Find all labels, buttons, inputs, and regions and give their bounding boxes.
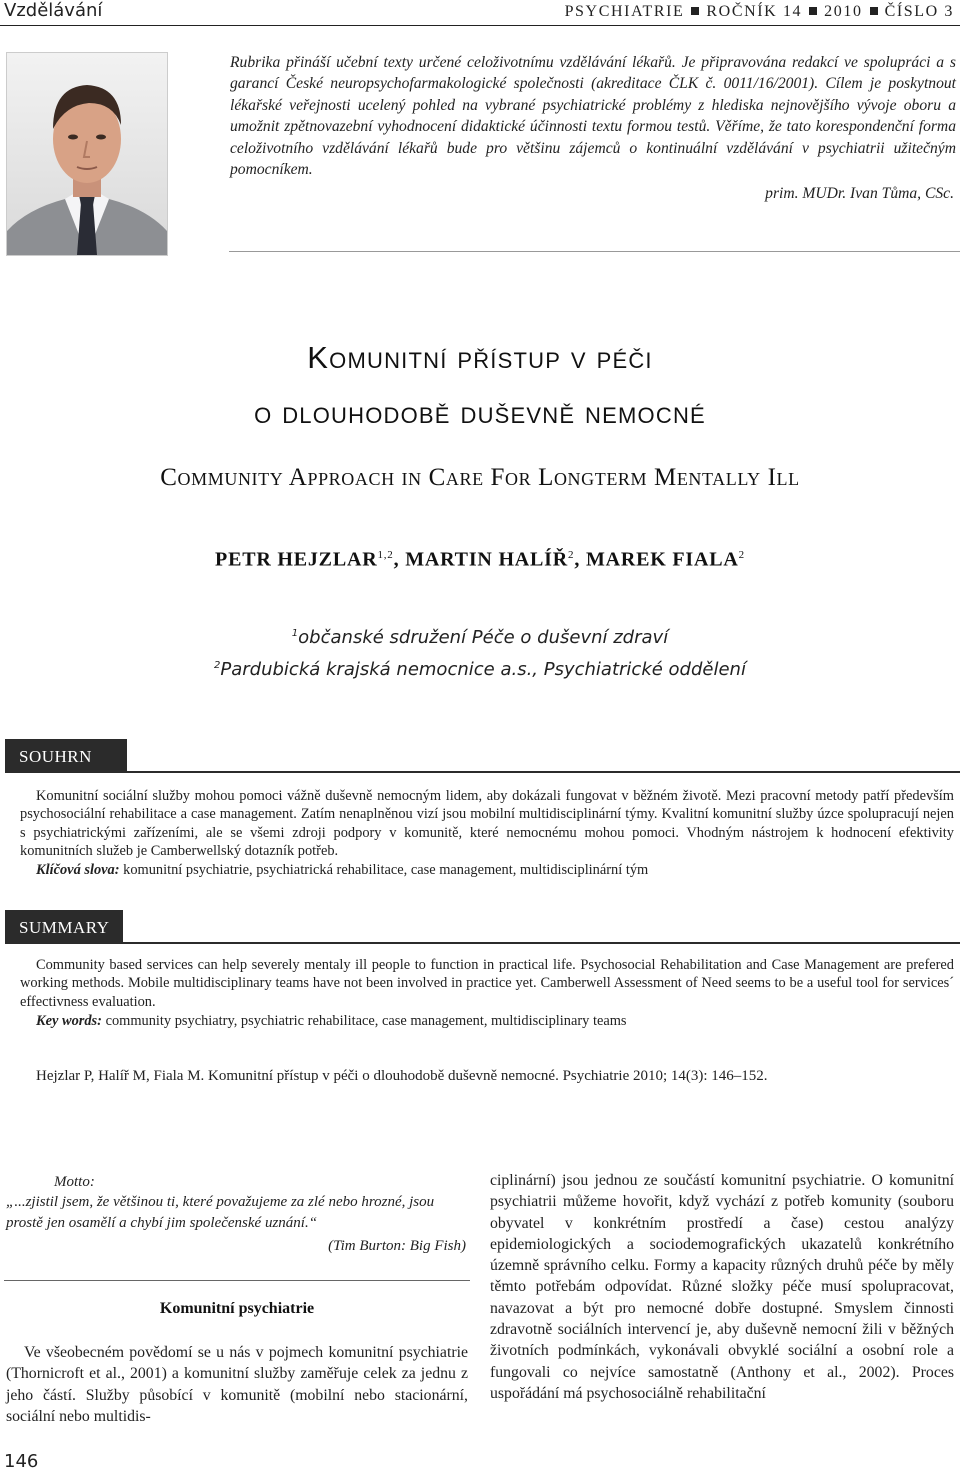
author-affiliation-marker: 2 [738,549,745,561]
author-list [0,540,960,575]
motto-quote: „...zjistil jsem, že většinou ti, které považujeme za zlé nebo hrozné, jsou prostě jen osamělí a chybí jim společenské uznání.“ [6,1194,435,1231]
section-label: Vzdělávání [4,0,103,21]
journal-year: 2010 [824,3,863,20]
keywords-value: komunitní psychiatrie, psychiatrická rehabilitace, case management, multidisciplinární tým [123,862,649,878]
affiliation-text: občanské sdružení Péče o duševní zdraví [298,627,669,648]
affiliation-list [0,620,960,684]
affiliation-item [0,620,960,652]
body-column-left [6,1342,468,1427]
author-separator: , [574,548,586,571]
motto-source: (Tim Burton: Big Fish) [328,1238,466,1254]
journal-issue: ČÍSLO 3 [884,3,954,20]
intro-divider [229,251,960,252]
editor-signature: prim. MUDr. Ivan Tůma, CSc. [765,185,954,202]
author-affiliation-marker: 1,2 [377,549,394,561]
editor-portrait-photo [6,52,168,256]
body-paragraph: Ve všeobecném povědomí se u nás v pojmech komunitní psychiatrie (Thornicroft et al., 2001) a komunitní služby zaměřuje celek za jednu z jeho částí. Služby působící v komunitě (mobilní nebo stacionární, sociální nebo multidis- [6,1344,468,1425]
journal-info [565,2,954,22]
article-title-english: Community Approach in Care For Longterm Mentally Ill [160,464,800,491]
author-name: PETR HEJZLAR [215,548,378,571]
separator-square-icon [870,7,878,15]
header-rule [0,25,960,26]
souhrn-label: SOUHRN [5,739,127,773]
editor-intro-text: Rubrika přináší učební texty určené celoživotnímu vzdělávání lékařů. Je připravována redakcí ve spolupráci a s garancí České neuropsychofarmakologické společnosti (akreditace ČLK č. 0011/16/2001). Cílem je poskytnout lékařské veřejnosti ucelený pohled na vybrané psychiatrické problémy z hlediska nejnovějšího vývoje oboru a umožnit zpětnovazební vyhodnocení didaktické účinnosti textu formou testů. Věříme, že tato korespondenční forma celoživotního vzdělávání lékařů bude pro většinu zájemců o kontinuální vzdělávání v psychiatrii užitečným pomocníkem. [230,54,956,179]
keywords-label: Klíčová slova: [36,862,120,878]
motto-label: Motto: [54,1174,95,1190]
affiliation-item [0,652,960,684]
journal-volume: ROČNÍK 14 [706,3,803,20]
summary-paragraph: Community based services can help severely mentaly ill people to function in practical life. Psychosocial Rehabilitation and Case Management are prefered working methods. Mobile multidisciplinary teams have not been involved in practice yet. Camberwell Assessment of Need seems to be a useful tool for services´ effectivness evaluation. [20,957,954,1010]
affiliation-number: 1 [291,628,299,639]
summary-label: SUMMARY [5,910,123,944]
motto-divider [4,1280,470,1281]
separator-square-icon [809,7,817,15]
summary-abstract [20,956,954,1011]
summary-keywords [36,1012,956,1030]
souhrn-rule [5,771,960,773]
keywords-label: Key words: [36,1013,102,1029]
author-name: MARTIN HALÍŘ [405,548,569,571]
author-separator: , [393,548,406,571]
souhrn-keywords [36,861,956,879]
author-affiliation-marker: 2 [568,549,575,561]
souhrn-abstract [20,787,954,861]
portrait-illustration [7,53,167,255]
journal-name: PSYCHIATRIE [564,3,685,20]
keywords-value: community psychiatry, psychiatric rehabilitace, case management, multidisciplinary teams [105,1013,627,1029]
summary-rule [5,942,960,944]
page-number: 146 [4,1451,39,1472]
body-column-right: ciplinární) jsou jednou ze součástí komunitní psychiatrie. O komunitní psychiatrii můžeme hovořit, když vychází z potřeb komunity (souboru obyvatel v konkrétním prostředí a čase) cestou analýzy epidemiologických a sociodemografických ukazatelů konkrétního územně správního celku. Formy a kapacity různých druhů péče by měly těmto potřebám odpovídat. Různé složky péče musí spolupracovat, navazovat a být pro nemocné dobře dostupné. Smyslem činnosti zdravotně sociálních intervencí je, aby duševně nemocní žili v běžných životních podmínkách, vykonávali obvyklé sociální a osobní role a fungovali co nejvíce samostatně (Anthony et al., 2002). Proces uspořádání má psychosociálně rehabilitační [490,1172,954,1402]
souhrn-paragraph: Komunitní sociální služby mohou pomoci vážně duševně nemocným lidem, aby dokázali fungovat v běžném životě. Mezi pracovní metody patří především psychosociální rehabilitace a case management. Zatím nenaplněnou vizí jsou mobilní multidisciplinární týmy. Kvalitní komunitní služby úzce spolupracují nejen s psychiatrickými zařízeními, ale se všemi zdroji podpory v komunitě, které nemocnému mohou pomoci. Vhodným nástrojem k hodnocení efektivity komunitních služeb je Camberwellský dotazník potřeb. [20,788,954,860]
article-citation: Hejzlar P, Halíř M, Fiala M. Komunitní přístup v péči o dlouhodobě duševně nemocné. Psychiatrie 2010; 14(3): 146–152. [36,1068,768,1084]
affiliation-number: 2 [214,660,221,671]
page-header [0,0,960,24]
article-title-czech [0,330,960,440]
affiliation-text: Pardubická krajská nemocnice a.s., Psychiatrické oddělení [220,659,746,680]
author-name: MAREK FIALA [585,548,739,571]
section-heading: Komunitní psychiatrie [159,1300,315,1317]
article-title-line-2: o dlouhodobě duševně nemocné [254,395,706,430]
separator-square-icon [691,7,699,15]
article-title-line-1: Komunitní přístup v péči [307,340,653,375]
